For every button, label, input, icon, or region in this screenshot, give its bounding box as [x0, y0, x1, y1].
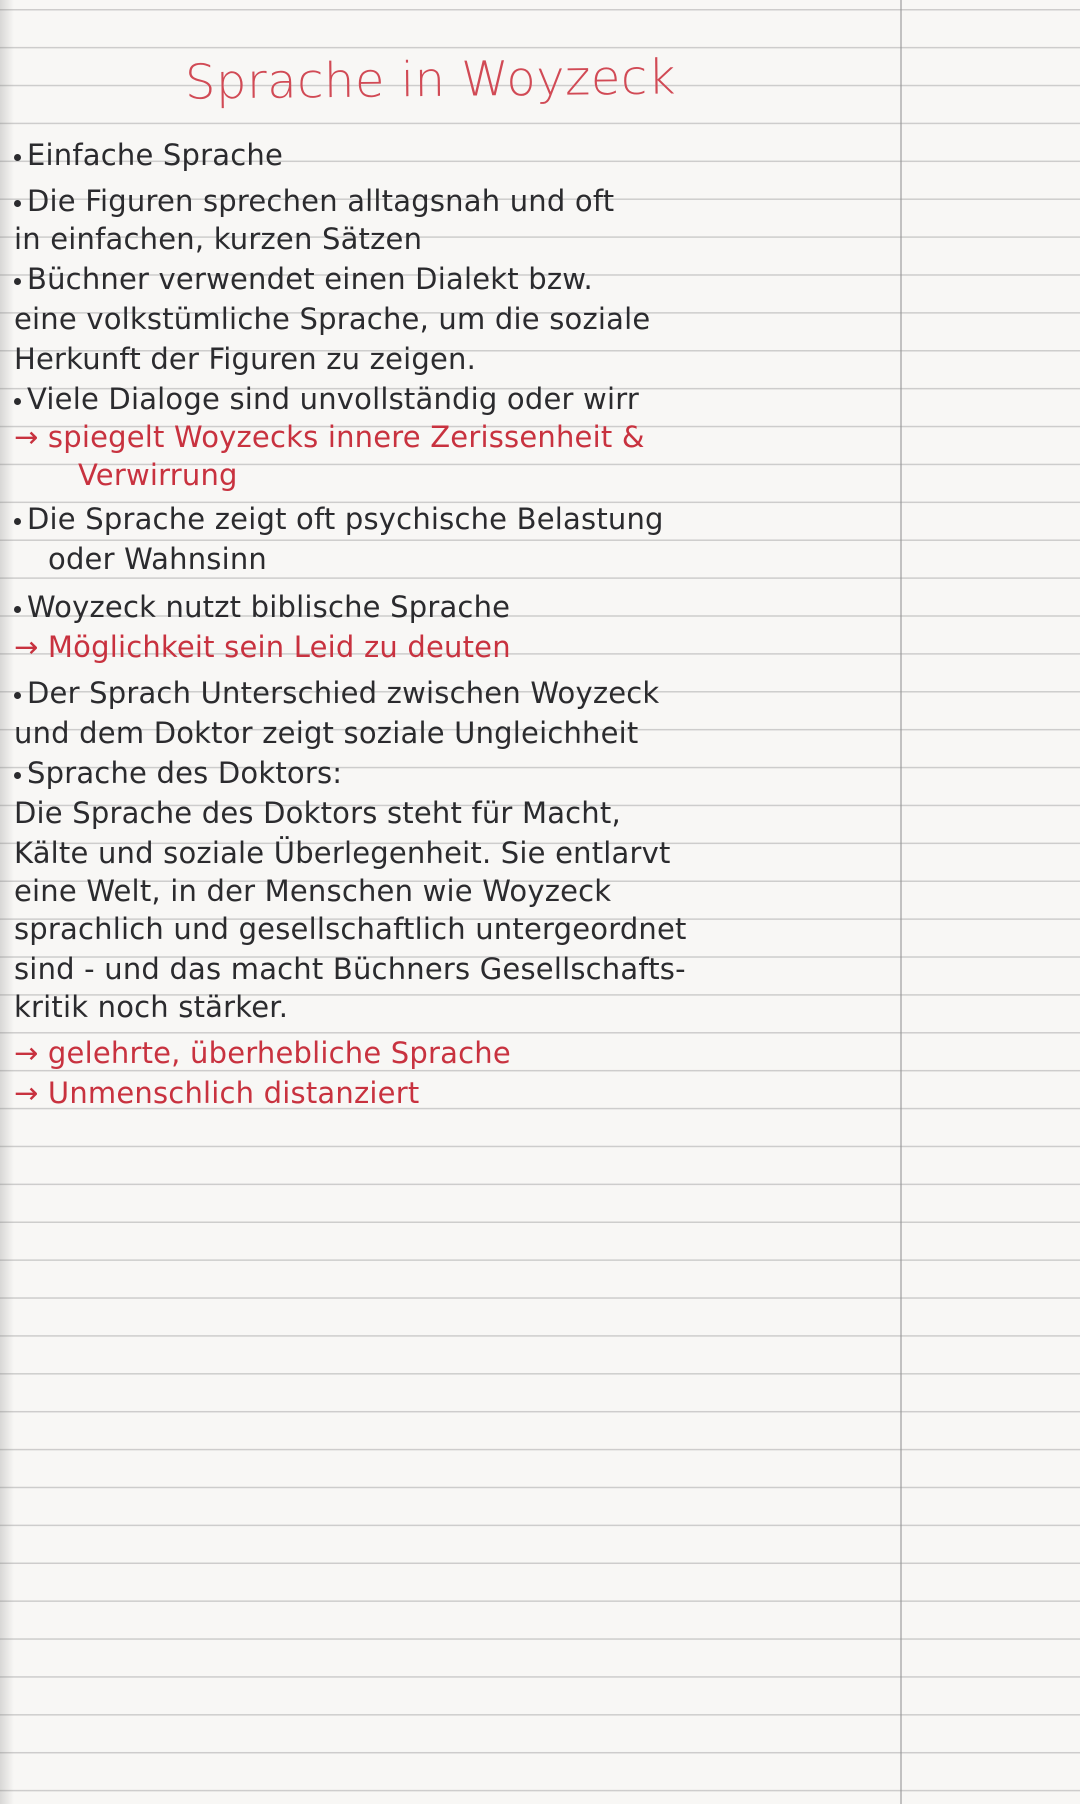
note-line: Der Sprach Unterschied zwischen Woyzeck — [14, 674, 659, 712]
note-line: Die Sprache des Doktors steht für Macht, — [14, 796, 621, 830]
note-line: Büchner verwendet einen Dialekt bzw. — [14, 260, 593, 298]
note-line: Einfache Sprache — [14, 136, 283, 174]
note-line: in einfachen, kurzen Sätzen — [14, 222, 423, 256]
bullet-dot — [14, 772, 21, 779]
note-line: → spiegelt Woyzecks innere Zerissenheit & — [14, 420, 645, 454]
page-title: Sprache in Woyzeck — [184, 49, 677, 111]
note-line: oder Wahnsinn — [48, 542, 268, 576]
note-line: kritik noch stärker. — [14, 990, 289, 1024]
note-line: Kälte und soziale Überlegenheit. Sie entlarvt — [14, 836, 671, 870]
note-line: Verwirrung — [78, 458, 238, 492]
note-line: und dem Doktor zeigt soziale Ungleichheit — [14, 716, 639, 750]
note-line: Die Sprache zeigt oft psychische Belastung — [14, 500, 664, 538]
note-line: Viele Dialoge sind unvollständig oder wirr — [14, 380, 639, 418]
note-line: eine Welt, in der Menschen wie Woyzeck — [14, 874, 612, 908]
bullet-dot — [14, 606, 21, 613]
note-line: → Unmenschlich distanziert — [14, 1076, 420, 1110]
note-line: → gelehrte, überhebliche Sprache — [14, 1036, 511, 1070]
bullet-dot — [14, 518, 21, 525]
bullet-dot — [14, 200, 21, 207]
margin-line — [900, 0, 902, 1804]
note-line: sind - und das macht Büchners Gesellschafts- — [14, 952, 686, 986]
note-line: → Möglichkeit sein Leid zu deuten — [14, 630, 511, 664]
note-line: eine volkstümliche Sprache, um die soziale — [14, 302, 651, 336]
bullet-dot — [14, 154, 21, 161]
note-line: Woyzeck nutzt biblische Sprache — [14, 588, 510, 626]
bullet-dot — [14, 398, 21, 405]
note-line: sprachlich und gesellschaftlich untergeordnet — [14, 912, 687, 946]
note-line: Sprache des Doktors: — [14, 754, 342, 792]
bullet-dot — [14, 692, 21, 699]
note-line: Herkunft der Figuren zu zeigen. — [14, 342, 477, 376]
note-line: Die Figuren sprechen alltagsnah und oft — [14, 182, 614, 220]
bullet-dot — [14, 278, 21, 285]
